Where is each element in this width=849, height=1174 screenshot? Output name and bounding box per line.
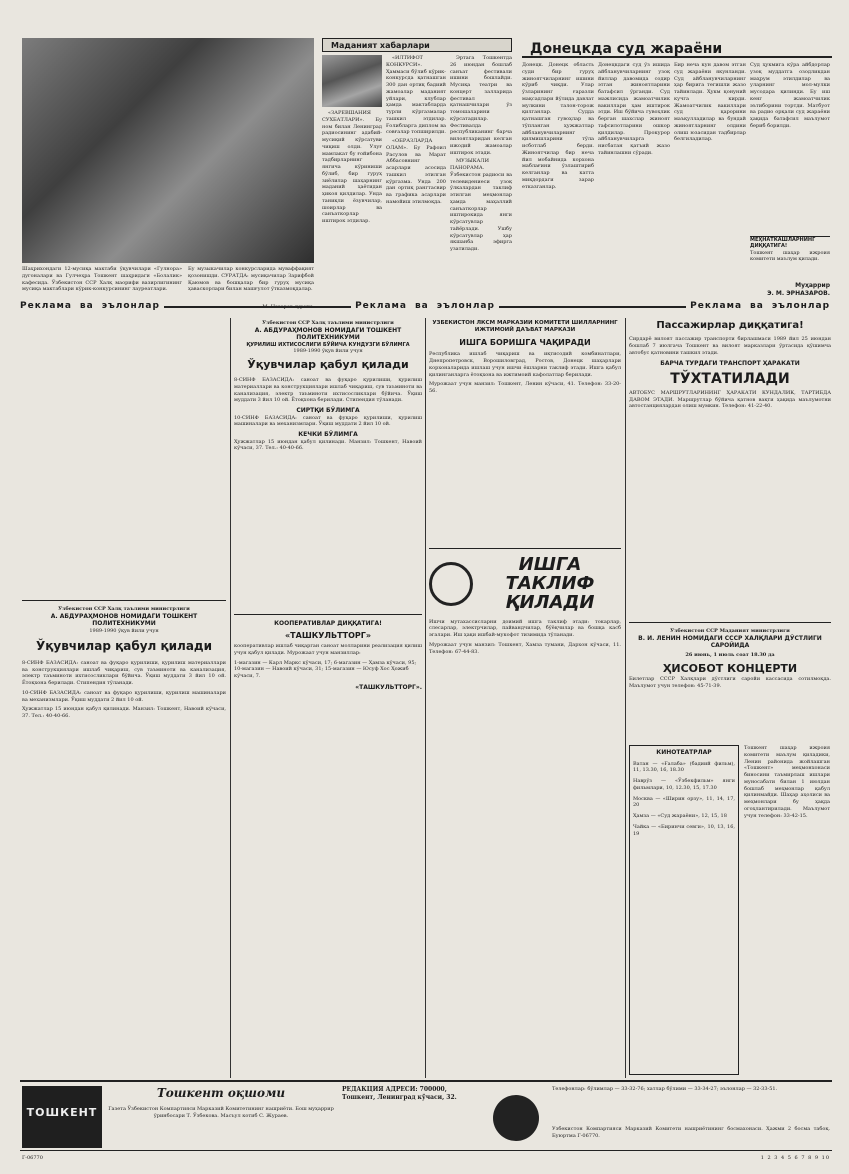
culture-text-3 bbox=[450, 55, 512, 310]
footer-address bbox=[342, 1086, 482, 1148]
culture-heading: Маданият хабарлари bbox=[331, 41, 430, 50]
market-title: КООПЕРАТИВЛАР ДИҚҚАТИГА! bbox=[274, 620, 382, 627]
hrule-col4 bbox=[629, 622, 831, 623]
culture-p4: Эртага Тошкентда 26 июндан бошлаб санъат фестивали ишини бошлайди. Мусиқа театри ва концерт залларида фестивал қатнашчилари ўз томошаларини кўрсатадилар. Фестивалда республиканинг барча вилоятларидан келган ижодий жамоалар иштирок этади. bbox=[450, 55, 512, 156]
footer-logo-box bbox=[22, 1086, 102, 1148]
cinema-item-2: Москва — «Ширин орзу», 11, 14, 17, 20 bbox=[633, 795, 735, 809]
photo-caption-2: Бу музыкачилар конкурсларида муваффақият қозонишди. СУРАТДА: мусиқачилар Зарифбой Қаюмов ва бошқалар бир гуруҳ мусиқа ҳаваскорлари билан машғулот ўтказмоқдалар. bbox=[188, 266, 314, 293]
abd2-title: А. АБДУРАҲМОНОВ НОМИДАГИ ТОШКЕНТ ПОЛИТЕХНИКУМИ bbox=[50, 612, 198, 628]
abd2-cta: Ўқувчилар қабул қилади bbox=[35, 639, 213, 654]
concert-title: В. И. ЛЕНИН НОМИДАГИ СССР ХАЛҚЛАРИ ДЎСТЛИГИ САРОЙИДА bbox=[638, 634, 822, 650]
band-va-2: ва bbox=[414, 300, 429, 311]
footer-number: 1 2 3 4 5 6 7 8 9 10 bbox=[760, 1155, 830, 1161]
concert-org: Ўзбекистон ССР Маданият министрлиги bbox=[670, 628, 790, 634]
photo-painting bbox=[322, 55, 382, 107]
band-va-3: ва bbox=[750, 300, 764, 311]
passenger-title: Пассажирлар диққатига! bbox=[656, 320, 804, 331]
abd-h2: СИРТҚИ БЎЛИМГА bbox=[296, 407, 360, 415]
work-title: ИШГА ТАКЛИФ ҚИЛАДИ bbox=[505, 556, 595, 613]
ad-passenger bbox=[629, 320, 831, 620]
abd2-body2: 10-СИНФ БАЗАСИДА: саноат ва фуқаро қурилиши, қурилиш машиналари ва механизмлари. Ўқиш муддати 2 йил 10 ой. bbox=[22, 689, 226, 703]
footer-emblem bbox=[486, 1090, 546, 1145]
band-elonlar-2: эълонлар bbox=[436, 300, 495, 311]
abd-cta: Ўқувчилар қабул қилади bbox=[247, 358, 409, 372]
abd-body2: 10-СИНФ БАЗАСИДА: саноат ва фуқаро қурилиши, қурилиш машиналари ва механизмлари. Ўқиш муддати 2 йил 10 ой. bbox=[234, 414, 422, 428]
footer-slogan: Тошкент оқшоми bbox=[156, 1086, 286, 1100]
band-word-2: Реклама bbox=[355, 300, 407, 311]
abd2-org: Ўзбекистон ССР Халқ таълими министрлиги bbox=[58, 606, 190, 612]
footer-top-rule bbox=[20, 1080, 832, 1082]
hrule-col2 bbox=[234, 614, 422, 615]
abd-org: Ўзбекистон ССР Халқ таълими министрлиги bbox=[262, 320, 394, 326]
footer-code: Г-06770 bbox=[22, 1155, 43, 1161]
court-notice-text: Тошкент шаҳар ижроия комитети маълум қилади. bbox=[750, 249, 830, 263]
col-rule-3 bbox=[625, 318, 626, 1078]
passenger-body2: АВТОБУС МАРШРУТЛАРИНИНГ ҲАРАКАТИ КУНДАЛИК, ТАРТИБДА ДАВОМ ЭТАДИ. Маршрутлар бўйича қатнов вақти ҳақида маълумотни автостанциялардан олиш мумкин. Телефон: 41-22-40. bbox=[629, 389, 831, 410]
culture-text-1 bbox=[322, 110, 382, 310]
abd2-body: 8-СИНФ БАЗАСИДА: саноат ва фуқаро қурилиши, қурилиш материаллари ва конструкциялари ишлаб чиқариш, сув таъминоти ва канализация, электр таъминоти ихтисосликлари бўйича. Ўқиш муддати 3 йил 10 ой. Ётоқхона берилади. Стипендия тўланади. bbox=[22, 659, 226, 687]
culture-p5: МУЗЫКАЛИ ПАНОРАМА. Ўзбекистон радиоси ва телевидениеси узоқ ўлкалардан таклиф этилган меҳмонлар ҳамда маҳаллий санъаткорлар иштирокида янги кўрсатувлар тайёрлади. Ушбу кўрсатувлар ҳар якшанба эфирга узатилади. bbox=[450, 158, 512, 252]
ad-abdurahmonov-copy bbox=[22, 606, 226, 1076]
band-elonlar-3: эълонлар bbox=[771, 300, 831, 311]
court-headline-box bbox=[522, 38, 832, 58]
band-word-1: Реклама bbox=[20, 300, 72, 311]
culture-text-2 bbox=[386, 55, 446, 310]
photo-music-students bbox=[22, 38, 314, 263]
band-line-2 bbox=[499, 306, 686, 308]
footer-emblem-icon bbox=[493, 1095, 539, 1141]
abd-h3: КЕЧКИ БЎЛИМГА bbox=[298, 431, 358, 439]
concert-h2: ҲИСОБОТ КОНЦЕРТИ bbox=[662, 662, 798, 676]
passenger-h3: ТЎХТАТИЛАДИ bbox=[670, 370, 790, 387]
footer-slogan-box bbox=[106, 1086, 336, 1148]
market-name: «ТАШКУЛЬТТОРГ» bbox=[285, 630, 371, 640]
uzrep-title: ИШГА БОРИШГА ЧАҚИРАДИ bbox=[459, 337, 591, 347]
culture-p1: «ЗАРЕВШАНИЯ СУХБАТЛАРИ». Бу ном билан Ленинград радиосининг адабий-мусиқий кўрсатуви чиқиш олди. Улуғ мамлакат бу ғойибона тадбирларнинг янгича кўриниши бўлиб, бир гуруҳ зиёлилар шаҳарнинг маданий ҳаётидан ҳикоя қилдилар. Унда таниқли ёзувчилар, шоирлар ва санъаткорлар иштирок этдилар. bbox=[322, 110, 382, 224]
work-logo bbox=[429, 556, 621, 613]
photo-caption-1: Шаҳрихондаги 12-мусиқа мактаби ўқувчилари «Гулнора» дугоналари ва Гулчеҳра Тошкент шаҳридаги «Болалик» кафесида. Ўзбекистон ССР Халқ маорифи вазирлигининг мусиқа мактаблари кўрик-конкурсининг лауреатлари. bbox=[22, 266, 182, 293]
cinema-item-1: Наврўз — «Ўзбекфильм» янги фильмлари, 10, 12.30, 15, 17.30 bbox=[633, 778, 735, 791]
ad-band bbox=[20, 300, 830, 313]
concert-body: Билетлар СССР Халқлари дўстлиги саройи кассасида сотилмоқда. Маълумот учун телефон: 45-71-39. bbox=[629, 675, 831, 689]
hrule-col1 bbox=[22, 600, 226, 601]
editor-byline: Муҳаррир Э. М. ЭРНАЗАРОВ. bbox=[767, 282, 830, 297]
culture-p3: «ОБРАЗЛАРДА ОЛАМ». Бу Рафоил Расулов ва Марат Аббасовнинг асарлари асосида ташкил этилган кўргазма. Унда 200 дан ортиқ рангтасвир ва графика асарлари намойиш этилмоқда. bbox=[386, 138, 446, 205]
abd2-body3: Ҳужжатлар 15 июндан қабул қилинади. Манзил: Тошкент, Навоий кўчаси, 37. Тел.: 40-40-66. bbox=[22, 706, 226, 720]
col-rule-1 bbox=[230, 318, 231, 1078]
band-va-1: ва bbox=[79, 300, 94, 311]
concert-date: 26 июнь, 1 июль соат 18.30 да bbox=[685, 651, 775, 658]
court-col-1: Донецк. Донецк область суди бир гуруҳ жиноятчиларнинг ишини кўриб чиқди. Улар ўзларининг ғаразли мақсадлари йўлида давлат мулкини талон-торож қилганлар. Судда қатнашган гувоҳлар ва тўпланган ҳужжатлар айбланувчиларнинг қилмишларини тўла исботлаб берди. Жиноятчилар бир неча йил мобайнида корхона маблағини ўзлаштириб келганлар ва катта миқдордаги зарар етказганлар. bbox=[522, 62, 594, 190]
market-body: кооперативлар ишлаб чиқарган саноат молларини реализация қилиш учун қабул қилади. Мурожаат учун манзиллар: bbox=[234, 643, 422, 656]
cinema-item-4: Чайка — «Биринчи севги», 10, 13, 16, 19 bbox=[633, 823, 735, 837]
ad-uzbek-rep bbox=[429, 320, 621, 545]
abd-sub: ҚУРИЛИШ ИХТИСОСЛИГИ БЎЙИЧА КУНДУЗГИ БЎЛИМГА bbox=[246, 341, 410, 348]
abd-title: А. АБДУРАҲМОНОВ НОМИДАГИ ТОШКЕНТ ПОЛИТЕХНИКУМИ bbox=[254, 326, 402, 342]
ad-abdurahmonov bbox=[234, 320, 422, 610]
court-col-2: Донецкдаги суд ўз ишида айбланувчиларнинг узоқ йиллар давомида содир этган жиноятларини батафсил ўрганди. Суд мажлисида жамоатчилик вакиллари ҳам иштирок этди. Иш бўйича гувоҳлик берган шахслар жиноят тафсилотларини ошкор қилдилар. Прокурор айбланувчиларга нисбатан қатъий жазо тайинлашни сўради. bbox=[598, 62, 670, 156]
uzrep-org: ЎЗБЕКИСТОН ЛКСМ МАРКАЗИЙ КОМИТЕТИ ШИЛЛАРНИНГ ИЖТИМОИЙ ДАЪВАТ МАРКАЗИ bbox=[432, 320, 618, 333]
cinema-listing bbox=[629, 745, 739, 1075]
footer-info: Газета Ўзбекистон Компартияси Марказий Комитетининг нашриёти. Бош муҳаррир ўринбосари Т. Ўзбекова. Масъул котиб С. Жураев. bbox=[108, 1105, 334, 1119]
abd-body: 8-СИНФ БАЗАСИДА: саноат ва фуқаро қурилиши, қурилиш материаллари ва конструкциялари ишлаб чиқариш, сув таъминоти ва канализация, электр таъминоти ихтисосликлари бўйича. Ўқиш муддати 3 йил 10 ой. Ётоқхона берилади. Стипендия тўланади. bbox=[234, 377, 422, 404]
work-body2: Мурожаат учун манзил: Тошкент, Хамза тумани, Дархон кўчаси, 11. Телефон: 67-44-83. bbox=[429, 641, 621, 655]
work-logo-icon bbox=[429, 562, 473, 606]
court-col-4: Суд ҳукмига кўра айбдорлар узоқ муддатга озодликдан маҳрум этилдилар ва уларнинг мол-мулки мусодара қилинди. Бу иш кенг жамоатчилик эътиборини тортди. Матбуот ва радио орқали суд жараёни ҳақида батафсил маълумот бериб борилди. bbox=[750, 62, 830, 129]
hrule-col3 bbox=[429, 548, 621, 549]
band-line-1 bbox=[164, 306, 351, 308]
abd2-year: 1989-1990 ўқув йили учун bbox=[89, 627, 159, 634]
cinema-item-3: Ҳамза — «Суд жараёни», 12, 15, 18 bbox=[633, 813, 727, 819]
abd-body3: Ҳужжатлар 15 июндан қабул қилинади. Манзил: Тошкент, Навоий кўчаси, 37. Тел.: 40-40-66. bbox=[234, 438, 422, 452]
footer-logo: ТОШКЕНТ bbox=[26, 1106, 98, 1119]
court-notice-box bbox=[750, 236, 830, 276]
ad-market bbox=[234, 620, 422, 1075]
work-body: Ишчи мутахассисларни доимий ишга таклиф этади: токарлар, слесарлар, электрчилар, пайвандчилар, бўёқчилар ва бошқа касб эгалари. Иш ҳақи ишбай-мукофот тизимида тўланади. bbox=[429, 618, 621, 639]
abd-year: 1989-1990 ўқув йили учун bbox=[293, 347, 363, 354]
uzrep-body: Республика ишлаб чиқариш ва иқтисодий комбинатлари, Днепропетровск, Ворошиловград, Ростов, Донецк шаҳарлари корхоналарида ишлаш учун ишчи ёшларни таклиф этади. Ишга қабул қилинганларга ётоқхона ва ижтимоий кафолатлар берилади. bbox=[429, 351, 621, 378]
band-word-3: Реклама bbox=[690, 300, 743, 311]
court-col-3: Бир неча кун давом этган суд жараёни якунланди. Суд айбланувчиларнинг ҳар бирига тегишли жазо тайинлади. Ҳукм қонуний кучга кирди. Жамоатчилик вакиллари суд қарорини маъқулладилар ва бундай жиноятларнинг олдини олиш юзасидан тадбирлар белгиладилар. bbox=[674, 62, 746, 143]
footer-phones: Телефонлар: бўлимлар — 33-32-76; хатлар бўлими — 33-34-27; эълонлар — 32-33-51. bbox=[552, 1086, 778, 1092]
court-headline: Донецкда суд жараёни bbox=[530, 41, 723, 57]
culture-heading-box bbox=[322, 38, 512, 52]
band-elonlar-1: эълонлар bbox=[101, 300, 160, 311]
footer-print: Ўзбекистон Компартияси Марказий Комитети нашриётининг босмахонаси. Ҳажми 2 босма табоқ. Буюртма Г-06770. bbox=[552, 1126, 830, 1139]
ad-work bbox=[429, 556, 621, 1076]
court-notice-title: МЕҲНАТКАШЛАРНИНГ ДИҚҚАТИГА! bbox=[750, 237, 816, 250]
cinema-title: КИНОТЕАТРЛАР bbox=[656, 749, 712, 756]
col-rule-2 bbox=[425, 318, 426, 1078]
cinema-item-0: Ватан — «Ғалаба» (бадиий фильм), 11, 13.30, 16, 18.30 bbox=[633, 760, 735, 774]
market-footer: «ТАШКУЛЬТТОРГ». bbox=[355, 683, 422, 691]
footer-bottom-rule bbox=[20, 1150, 832, 1151]
passenger-body: Сирдарё вилоят пассажир транспорти бирлашмаси 1989 йил 25 июндан бошлаб 7 июлгача Тошкент ва вилоят марказлари ўртасида қўшимча автобус қатновини ташкил этади. bbox=[629, 336, 831, 356]
concert-box bbox=[629, 628, 831, 738]
notice-column: Тошкент шаҳар ижроия комитети маълум қиладики, Ленин районида жойлашган «Тошкент» меҳмонхонаси биносини таъмирлаш ишлари муносабати билан 1 июлдан бошлаб меҳмонлар қабул қилинмайди. Шаҳар аҳолиси ва меҳмонлари бу ҳақда огоҳлантирилади. Маълумот учун телефон: 33-42-15. bbox=[744, 745, 830, 819]
footer-address-text: РЕДАКЦИЯ АДРЕСИ: 700000, Тошкент, Ленинград кўчаси, 32. bbox=[342, 1086, 457, 1102]
uzrep-body2: Мурожаат учун манзил: Тошкент, Ленин кўчаси, 41. Телефон: 33-20-56. bbox=[429, 381, 621, 395]
culture-p2: «ИЛТИФОТ КОНКУРСИ». Ҳаммаси бўлиб кўрик-конкурсда қатнашган 300 дан ортиқ бадиий жамоалар маданият уйлари, клублар ҳамда мактабларда турли кўргазмалар ташкил этдилар. Ғолибларга диплом ва совғалар топширилди. bbox=[386, 55, 446, 136]
passenger-h2: БАРЧА ТУРДАГИ ТРАНСПОРТ ҲАРАКАТИ bbox=[660, 360, 800, 368]
market-list: 1-магазин — Карл Маркс кўчаси, 17; 6-магазин — Ҳамза кўчаси, 95; 10-магазин — Навоий кўчаси, 31; 15-магазин — Юсуф Хос Ҳожиб кўчаси, 7. bbox=[234, 659, 417, 680]
